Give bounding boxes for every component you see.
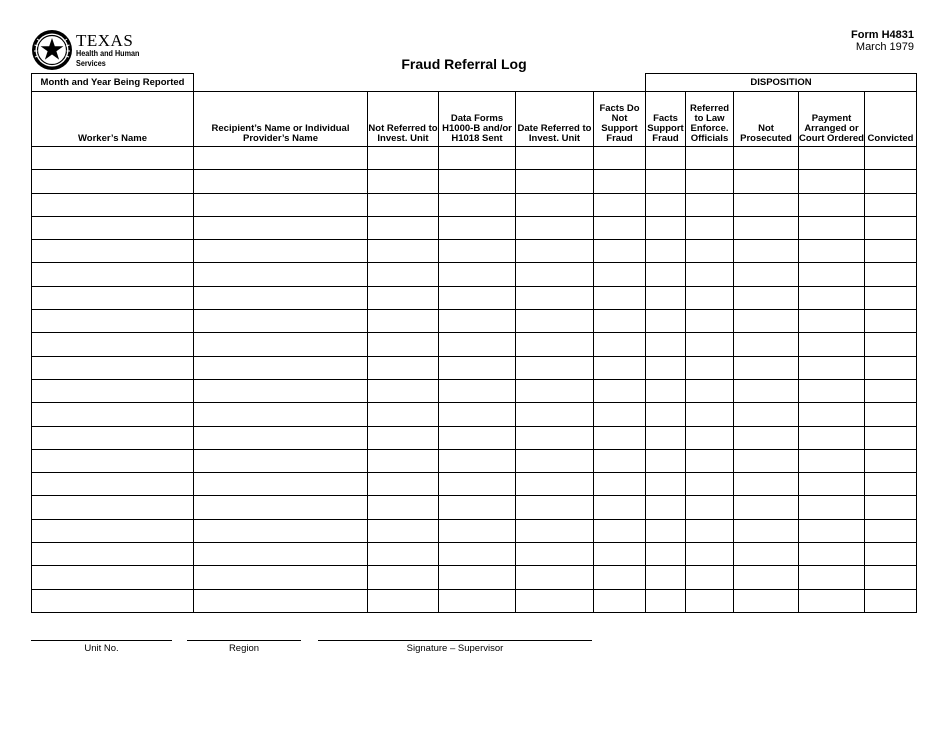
- region-label: Region: [228, 643, 260, 654]
- table-cell[interactable]: [516, 496, 594, 519]
- table-cell[interactable]: [32, 496, 194, 519]
- table-cell[interactable]: [194, 473, 368, 496]
- table-cell[interactable]: [865, 426, 917, 449]
- table-cell[interactable]: [734, 449, 799, 472]
- table-cell[interactable]: [368, 403, 439, 426]
- table-cell[interactable]: [368, 240, 439, 263]
- month-year-field[interactable]: Month and Year Being Reported: [32, 74, 194, 92]
- table-cell[interactable]: [686, 216, 734, 239]
- table-cell[interactable]: [439, 193, 516, 216]
- table-cell[interactable]: [646, 333, 686, 356]
- table-cell[interactable]: [686, 589, 734, 612]
- table-cell[interactable]: [516, 240, 594, 263]
- table-row: [32, 566, 917, 589]
- column-header: Facts Support Fraud: [646, 92, 686, 147]
- table-row: [32, 496, 917, 519]
- table-cell[interactable]: [594, 496, 646, 519]
- table-cell[interactable]: [516, 356, 594, 379]
- table-cell[interactable]: [686, 170, 734, 193]
- table-cell[interactable]: [865, 147, 917, 170]
- table-cell[interactable]: [32, 193, 194, 216]
- table-cell[interactable]: [32, 216, 194, 239]
- table-cell[interactable]: [368, 426, 439, 449]
- table-cell[interactable]: [594, 263, 646, 286]
- table-cell[interactable]: [194, 193, 368, 216]
- table-cell[interactable]: [439, 589, 516, 612]
- table-cell[interactable]: [516, 403, 594, 426]
- table-cell[interactable]: [865, 449, 917, 472]
- table-cell[interactable]: [439, 286, 516, 309]
- table-cell[interactable]: [194, 589, 368, 612]
- table-cell[interactable]: [865, 310, 917, 333]
- table-cell[interactable]: [799, 379, 865, 402]
- table-cell[interactable]: [439, 356, 516, 379]
- table-cell[interactable]: [368, 216, 439, 239]
- table-row: [32, 286, 917, 309]
- table-body: [32, 147, 917, 613]
- table-cell[interactable]: [594, 473, 646, 496]
- table-cell[interactable]: [439, 333, 516, 356]
- table-cell[interactable]: [646, 473, 686, 496]
- table-cell[interactable]: [734, 147, 799, 170]
- table-cell[interactable]: [594, 519, 646, 542]
- table-cell[interactable]: [734, 379, 799, 402]
- table-cell[interactable]: [516, 286, 594, 309]
- form-number: Form H4831: [851, 29, 914, 41]
- supervisor-signature-line[interactable]: [318, 640, 592, 641]
- table-cell[interactable]: [32, 170, 194, 193]
- table-cell[interactable]: [594, 333, 646, 356]
- table-cell[interactable]: [734, 240, 799, 263]
- table-cell[interactable]: [799, 403, 865, 426]
- table-cell[interactable]: [516, 263, 594, 286]
- table-row: [32, 379, 917, 402]
- table-cell[interactable]: [194, 286, 368, 309]
- table-cell[interactable]: [686, 426, 734, 449]
- table-cell[interactable]: [594, 426, 646, 449]
- table-cell[interactable]: [439, 449, 516, 472]
- unit-no-line[interactable]: [31, 640, 172, 641]
- table-cell[interactable]: [734, 263, 799, 286]
- table-cell[interactable]: [439, 170, 516, 193]
- table-cell[interactable]: [194, 333, 368, 356]
- table-cell[interactable]: [646, 263, 686, 286]
- table-cell[interactable]: [646, 496, 686, 519]
- table-cell[interactable]: [368, 566, 439, 589]
- table-cell[interactable]: [686, 449, 734, 472]
- table-cell[interactable]: [865, 473, 917, 496]
- table-cell[interactable]: [865, 519, 917, 542]
- table-cell[interactable]: [32, 449, 194, 472]
- table-cell[interactable]: [865, 543, 917, 566]
- table-cell[interactable]: [865, 496, 917, 519]
- table-cell[interactable]: [516, 589, 594, 612]
- table-cell[interactable]: [194, 449, 368, 472]
- table-cell[interactable]: [646, 193, 686, 216]
- table-row: [32, 426, 917, 449]
- table-cell[interactable]: [368, 170, 439, 193]
- table-cell[interactable]: [734, 566, 799, 589]
- table-cell[interactable]: [734, 170, 799, 193]
- table-cell[interactable]: [646, 216, 686, 239]
- table-cell[interactable]: [439, 147, 516, 170]
- table-cell[interactable]: [32, 240, 194, 263]
- table-cell[interactable]: [646, 170, 686, 193]
- column-header: Referred to Law Enforce. Officials: [686, 92, 734, 147]
- table-row: [32, 543, 917, 566]
- supervisor-signature-label: Signature – Supervisor: [406, 643, 504, 654]
- form-identifier: [851, 29, 914, 53]
- table-cell[interactable]: [799, 170, 865, 193]
- column-header: Worker’s Name: [32, 92, 194, 147]
- table-cell[interactable]: [686, 333, 734, 356]
- table-cell[interactable]: [194, 240, 368, 263]
- table-cell[interactable]: [194, 216, 368, 239]
- table-row: [32, 403, 917, 426]
- table-cell[interactable]: [194, 263, 368, 286]
- table-cell[interactable]: [439, 566, 516, 589]
- table-cell[interactable]: [646, 147, 686, 170]
- table-cell[interactable]: [799, 566, 865, 589]
- table-cell[interactable]: [646, 240, 686, 263]
- table-cell[interactable]: [368, 356, 439, 379]
- table-cell[interactable]: [734, 473, 799, 496]
- table-cell[interactable]: [32, 147, 194, 170]
- table-row: [32, 170, 917, 193]
- table-cell[interactable]: [686, 310, 734, 333]
- table-row: [32, 240, 917, 263]
- table-cell[interactable]: [865, 356, 917, 379]
- table-cell[interactable]: [439, 403, 516, 426]
- table-cell[interactable]: [516, 519, 594, 542]
- table-cell[interactable]: [799, 356, 865, 379]
- table-cell[interactable]: [194, 566, 368, 589]
- table-cell[interactable]: [734, 543, 799, 566]
- table-cell[interactable]: [865, 286, 917, 309]
- header-spacer: [194, 74, 594, 92]
- table-cell[interactable]: [194, 356, 368, 379]
- column-header: Payment Arranged or Court Ordered: [799, 92, 865, 147]
- table-cell[interactable]: [516, 170, 594, 193]
- table-cell[interactable]: [594, 310, 646, 333]
- table-cell[interactable]: [32, 286, 194, 309]
- table-cell[interactable]: [516, 426, 594, 449]
- table-cell[interactable]: [194, 379, 368, 402]
- table-cell[interactable]: [594, 403, 646, 426]
- table-cell[interactable]: [734, 193, 799, 216]
- table-cell[interactable]: [686, 566, 734, 589]
- table-cell[interactable]: [686, 379, 734, 402]
- table-cell[interactable]: [368, 147, 439, 170]
- table-cell[interactable]: [368, 379, 439, 402]
- table-cell[interactable]: [32, 263, 194, 286]
- table-cell[interactable]: [194, 426, 368, 449]
- table-cell[interactable]: [516, 193, 594, 216]
- table-cell[interactable]: [799, 333, 865, 356]
- table-cell[interactable]: [594, 589, 646, 612]
- table-cell[interactable]: [734, 426, 799, 449]
- table-cell[interactable]: [646, 356, 686, 379]
- logo-state-text: TEXAS: [76, 31, 134, 50]
- table-cell[interactable]: [32, 356, 194, 379]
- table-cell[interactable]: [516, 379, 594, 402]
- table-cell[interactable]: [646, 286, 686, 309]
- table-cell[interactable]: [646, 543, 686, 566]
- table-cell[interactable]: [194, 147, 368, 170]
- table-cell[interactable]: [686, 496, 734, 519]
- table-cell[interactable]: [865, 170, 917, 193]
- table-cell[interactable]: [734, 216, 799, 239]
- table-row: [32, 333, 917, 356]
- table-cell[interactable]: [686, 519, 734, 542]
- table-cell[interactable]: [799, 496, 865, 519]
- table-cell[interactable]: [686, 193, 734, 216]
- logo-agency-line-2: Services: [76, 57, 106, 68]
- table-cell[interactable]: [32, 589, 194, 612]
- table-cell[interactable]: [32, 426, 194, 449]
- table-cell[interactable]: [865, 566, 917, 589]
- table-cell[interactable]: [799, 216, 865, 239]
- table-cell[interactable]: [799, 426, 865, 449]
- fraud-referral-table: [31, 73, 917, 613]
- column-header-row: [32, 92, 917, 147]
- table-cell[interactable]: [594, 566, 646, 589]
- table-cell[interactable]: [439, 473, 516, 496]
- table-row: [32, 310, 917, 333]
- table-cell[interactable]: [646, 379, 686, 402]
- table-cell[interactable]: [32, 543, 194, 566]
- table-cell[interactable]: [799, 543, 865, 566]
- table-cell[interactable]: [865, 216, 917, 239]
- table-cell[interactable]: [646, 519, 686, 542]
- table-row: [32, 216, 917, 239]
- table-cell[interactable]: [368, 543, 439, 566]
- table-cell[interactable]: [516, 310, 594, 333]
- table-cell[interactable]: [516, 473, 594, 496]
- table-cell[interactable]: [734, 333, 799, 356]
- table-cell[interactable]: [516, 147, 594, 170]
- table-cell[interactable]: [734, 403, 799, 426]
- header-spacer: [594, 74, 646, 92]
- table-cell[interactable]: [594, 449, 646, 472]
- table-cell[interactable]: [368, 449, 439, 472]
- table-cell[interactable]: [194, 496, 368, 519]
- table-cell[interactable]: [734, 310, 799, 333]
- table-row: [32, 356, 917, 379]
- table-row: [32, 263, 917, 286]
- table-cell[interactable]: [439, 543, 516, 566]
- table-cell[interactable]: [32, 473, 194, 496]
- table-cell[interactable]: [686, 147, 734, 170]
- table-cell[interactable]: [594, 286, 646, 309]
- table-cell[interactable]: [686, 356, 734, 379]
- table-cell[interactable]: [799, 263, 865, 286]
- table-cell[interactable]: [865, 333, 917, 356]
- table-row: [32, 473, 917, 496]
- column-header: Not Prosecuted: [734, 92, 799, 147]
- table-cell[interactable]: [865, 263, 917, 286]
- table-cell[interactable]: [194, 170, 368, 193]
- table-cell[interactable]: [686, 240, 734, 263]
- table-cell[interactable]: [516, 216, 594, 239]
- table-cell[interactable]: [865, 193, 917, 216]
- table-cell[interactable]: [646, 310, 686, 333]
- table-cell[interactable]: [368, 310, 439, 333]
- table-row: [32, 193, 917, 216]
- page-title: Fraud Referral Log: [401, 56, 527, 72]
- table-cell[interactable]: [865, 379, 917, 402]
- table-cell[interactable]: [646, 589, 686, 612]
- table-cell[interactable]: [734, 356, 799, 379]
- table-cell[interactable]: [865, 589, 917, 612]
- table-cell[interactable]: [32, 310, 194, 333]
- table-cell[interactable]: [516, 566, 594, 589]
- table-cell[interactable]: [194, 519, 368, 542]
- table-cell[interactable]: [799, 519, 865, 542]
- table-cell[interactable]: [368, 333, 439, 356]
- table-cell[interactable]: [734, 589, 799, 612]
- table-cell[interactable]: [368, 473, 439, 496]
- disposition-header: DISPOSITION: [646, 74, 917, 92]
- logo-agency-line-1: Health and Human: [76, 48, 140, 58]
- table-cell[interactable]: [368, 589, 439, 612]
- table-cell[interactable]: [686, 403, 734, 426]
- table-cell[interactable]: [439, 216, 516, 239]
- table-cell[interactable]: [865, 240, 917, 263]
- table-cell[interactable]: [194, 310, 368, 333]
- table-cell[interactable]: [799, 589, 865, 612]
- table-cell[interactable]: [799, 193, 865, 216]
- table-cell[interactable]: [799, 240, 865, 263]
- table-cell[interactable]: [516, 333, 594, 356]
- table-cell[interactable]: [594, 170, 646, 193]
- table-cell[interactable]: [439, 496, 516, 519]
- table-row: [32, 519, 917, 542]
- table-cell[interactable]: [594, 216, 646, 239]
- column-header: Recipient’s Name or Individual Provider’s Name: [194, 92, 368, 147]
- table-cell[interactable]: [646, 403, 686, 426]
- table-cell[interactable]: [799, 449, 865, 472]
- table-cell[interactable]: [516, 449, 594, 472]
- table-cell[interactable]: [799, 147, 865, 170]
- form-date: March 1979: [855, 41, 914, 53]
- table-cell[interactable]: [594, 240, 646, 263]
- table-cell[interactable]: [194, 543, 368, 566]
- table-cell[interactable]: [32, 566, 194, 589]
- table-cell[interactable]: [368, 193, 439, 216]
- column-header: Convicted: [865, 92, 917, 147]
- table-cell[interactable]: [646, 566, 686, 589]
- table-cell[interactable]: [686, 543, 734, 566]
- table-cell[interactable]: [439, 426, 516, 449]
- table-cell[interactable]: [594, 543, 646, 566]
- table-cell[interactable]: [32, 403, 194, 426]
- table-cell[interactable]: [32, 519, 194, 542]
- table-cell[interactable]: [686, 263, 734, 286]
- table-cell[interactable]: [439, 240, 516, 263]
- table-cell[interactable]: [194, 403, 368, 426]
- table-cell[interactable]: [439, 379, 516, 402]
- table-cell[interactable]: [734, 496, 799, 519]
- table-cell[interactable]: [32, 333, 194, 356]
- table-cell[interactable]: [594, 379, 646, 402]
- table-cell[interactable]: [368, 263, 439, 286]
- table-cell[interactable]: [368, 286, 439, 309]
- table-cell[interactable]: [594, 147, 646, 170]
- table-cell[interactable]: [646, 426, 686, 449]
- table-cell[interactable]: [799, 310, 865, 333]
- column-header: Date Referred to Invest. Unit: [516, 92, 594, 147]
- table-cell[interactable]: [439, 310, 516, 333]
- table-cell[interactable]: [439, 519, 516, 542]
- table-row: [32, 449, 917, 472]
- column-header: Not Referred to Invest. Unit: [368, 92, 439, 147]
- table-cell[interactable]: [734, 519, 799, 542]
- table-cell[interactable]: [439, 263, 516, 286]
- unit-no-label: Unit No.: [84, 643, 119, 654]
- table-cell[interactable]: [516, 543, 594, 566]
- table-row: [32, 147, 917, 170]
- table-cell[interactable]: [686, 286, 734, 309]
- column-header: Facts Do Not Support Fraud: [594, 92, 646, 147]
- column-header: Data Forms H1000-B and/or H1018 Sent: [439, 92, 516, 147]
- table-cell[interactable]: [368, 496, 439, 519]
- table-cell[interactable]: [646, 449, 686, 472]
- table-cell[interactable]: [734, 286, 799, 309]
- table-cell[interactable]: [799, 286, 865, 309]
- region-line[interactable]: [187, 640, 301, 641]
- table-row: [32, 589, 917, 612]
- table-cell[interactable]: [686, 473, 734, 496]
- table-cell[interactable]: [799, 473, 865, 496]
- table-cell[interactable]: [594, 193, 646, 216]
- table-cell[interactable]: [865, 403, 917, 426]
- table-cell[interactable]: [594, 356, 646, 379]
- table-cell[interactable]: [368, 519, 439, 542]
- table-cell[interactable]: [32, 379, 194, 402]
